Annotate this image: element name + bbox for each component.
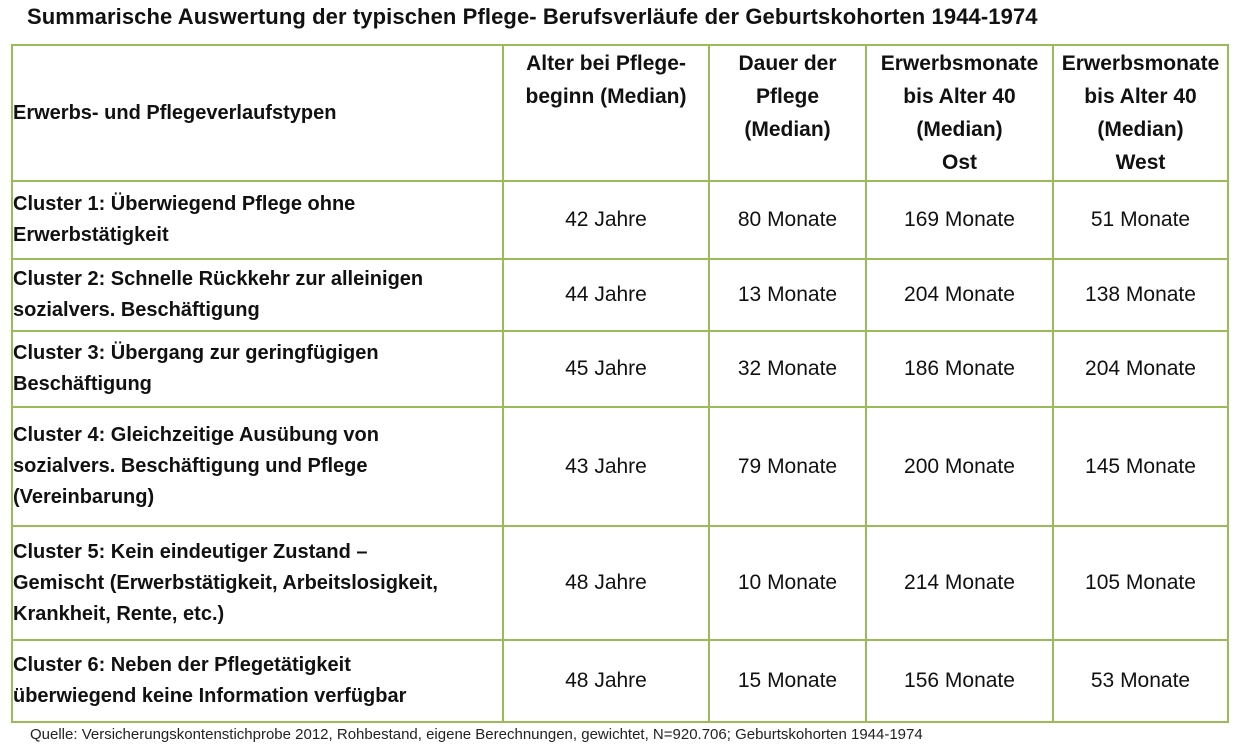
row-label (12, 181, 503, 259)
header-line: Alter bei Pflege- (526, 52, 686, 75)
cell-duration: 10 Monate (709, 526, 866, 640)
header-months-east (866, 45, 1053, 181)
cell-months-west: 145 Monate (1053, 407, 1228, 526)
header-line: Erwerbsmonate (880, 52, 1039, 75)
cell-months-west: 138 Monate (1053, 259, 1228, 331)
cell-months-west: 53 Monate (1053, 640, 1228, 722)
table-row (12, 640, 1228, 722)
table-row (12, 331, 1228, 407)
cell-months-west: 105 Monate (1053, 526, 1228, 640)
cell-months-east: 204 Monate (866, 259, 1053, 331)
cell-duration: 32 Monate (709, 331, 866, 407)
data-table (11, 44, 1229, 723)
table-row (12, 526, 1228, 640)
header-line: Ost (941, 151, 977, 174)
row-label (12, 407, 503, 526)
header-age-start (503, 45, 709, 181)
label-line: Krankheit, Rente, etc.) (13, 602, 225, 625)
cell-months-east: 186 Monate (866, 331, 1053, 407)
header-cluster-type (12, 45, 503, 181)
cell-months-east: 200 Monate (866, 407, 1053, 526)
header-line: Dauer der (738, 52, 837, 75)
label-line: sozialvers. Beschäftigung und Pflege (13, 455, 368, 477)
cell-months-east: 156 Monate (866, 640, 1053, 722)
label-line: Cluster 1: Überwiegend Pflege ohne (13, 193, 356, 215)
header-row (12, 45, 1228, 181)
header-line: (Median) (1097, 118, 1184, 141)
label-line: Gemischt (Erwerbstätigkeit, Arbeitslosigkeit, (13, 571, 438, 594)
cell-age: 44 Jahre (503, 259, 709, 331)
cell-months-east: 169 Monate (866, 181, 1053, 259)
cell-duration: 80 Monate (709, 181, 866, 259)
cell-duration: 15 Monate (709, 640, 866, 722)
row-label (12, 331, 503, 407)
label-line: überwiegend keine Information verfügbar (13, 685, 407, 707)
table-row (12, 259, 1228, 331)
header-line: beginn (Median) (525, 85, 687, 108)
table-row (12, 407, 1228, 526)
label-line: sozialvers. Beschäftigung (13, 299, 260, 321)
label-line: Cluster 5: Kein eindeutiger Zustand – (13, 540, 368, 563)
cell-age: 43 Jahre (503, 407, 709, 526)
header-line: (Median) (916, 118, 1003, 141)
header-line: bis Alter 40 (1084, 85, 1197, 108)
label-line: Erwerbstätigkeit (13, 224, 169, 246)
row-label (12, 259, 503, 331)
header-line: West (1115, 151, 1166, 174)
header-line: (Median) (744, 118, 831, 141)
cell-months-east: 214 Monate (866, 526, 1053, 640)
label-line: Cluster 3: Übergang zur geringfügigen (13, 342, 379, 364)
source-note: Quelle: Versicherungskontenstichprobe 2012, Rohbestand, eigene Berechnungen, gewichtet, N=920.706; Geburtskohorten 1944-1974 (30, 726, 923, 743)
label-line: Cluster 6: Neben der Pflegetätigkeit (13, 654, 351, 676)
cell-age: 48 Jahre (503, 526, 709, 640)
cell-duration: 13 Monate (709, 259, 866, 331)
header-line: Erwerbsmonate (1061, 52, 1220, 75)
label-line: Beschäftigung (13, 373, 152, 395)
table-row (12, 181, 1228, 259)
header-duration (709, 45, 866, 181)
header-line: Erwerbs- und Pflegeverlaufstypen (13, 101, 337, 124)
cell-months-west: 51 Monate (1053, 181, 1228, 259)
header-line: Pflege (755, 85, 820, 108)
label-line: Cluster 2: Schnelle Rückkehr zur alleinigen (13, 268, 424, 290)
label-line: Cluster 4: Gleichzeitige Ausübung von (13, 424, 379, 446)
header-months-west (1053, 45, 1228, 181)
cell-duration: 79 Monate (709, 407, 866, 526)
cell-age: 48 Jahre (503, 640, 709, 722)
header-line: bis Alter 40 (903, 85, 1016, 108)
row-label (12, 640, 503, 722)
cell-age: 42 Jahre (503, 181, 709, 259)
cell-age: 45 Jahre (503, 331, 709, 407)
cell-months-west: 204 Monate (1053, 331, 1228, 407)
table-title: Summarische Auswertung der typischen Pflege- Berufsverläufe der Geburtskohorten 1944-1974 (27, 4, 1038, 29)
label-line: (Vereinbarung) (13, 486, 155, 508)
row-label (12, 526, 503, 640)
